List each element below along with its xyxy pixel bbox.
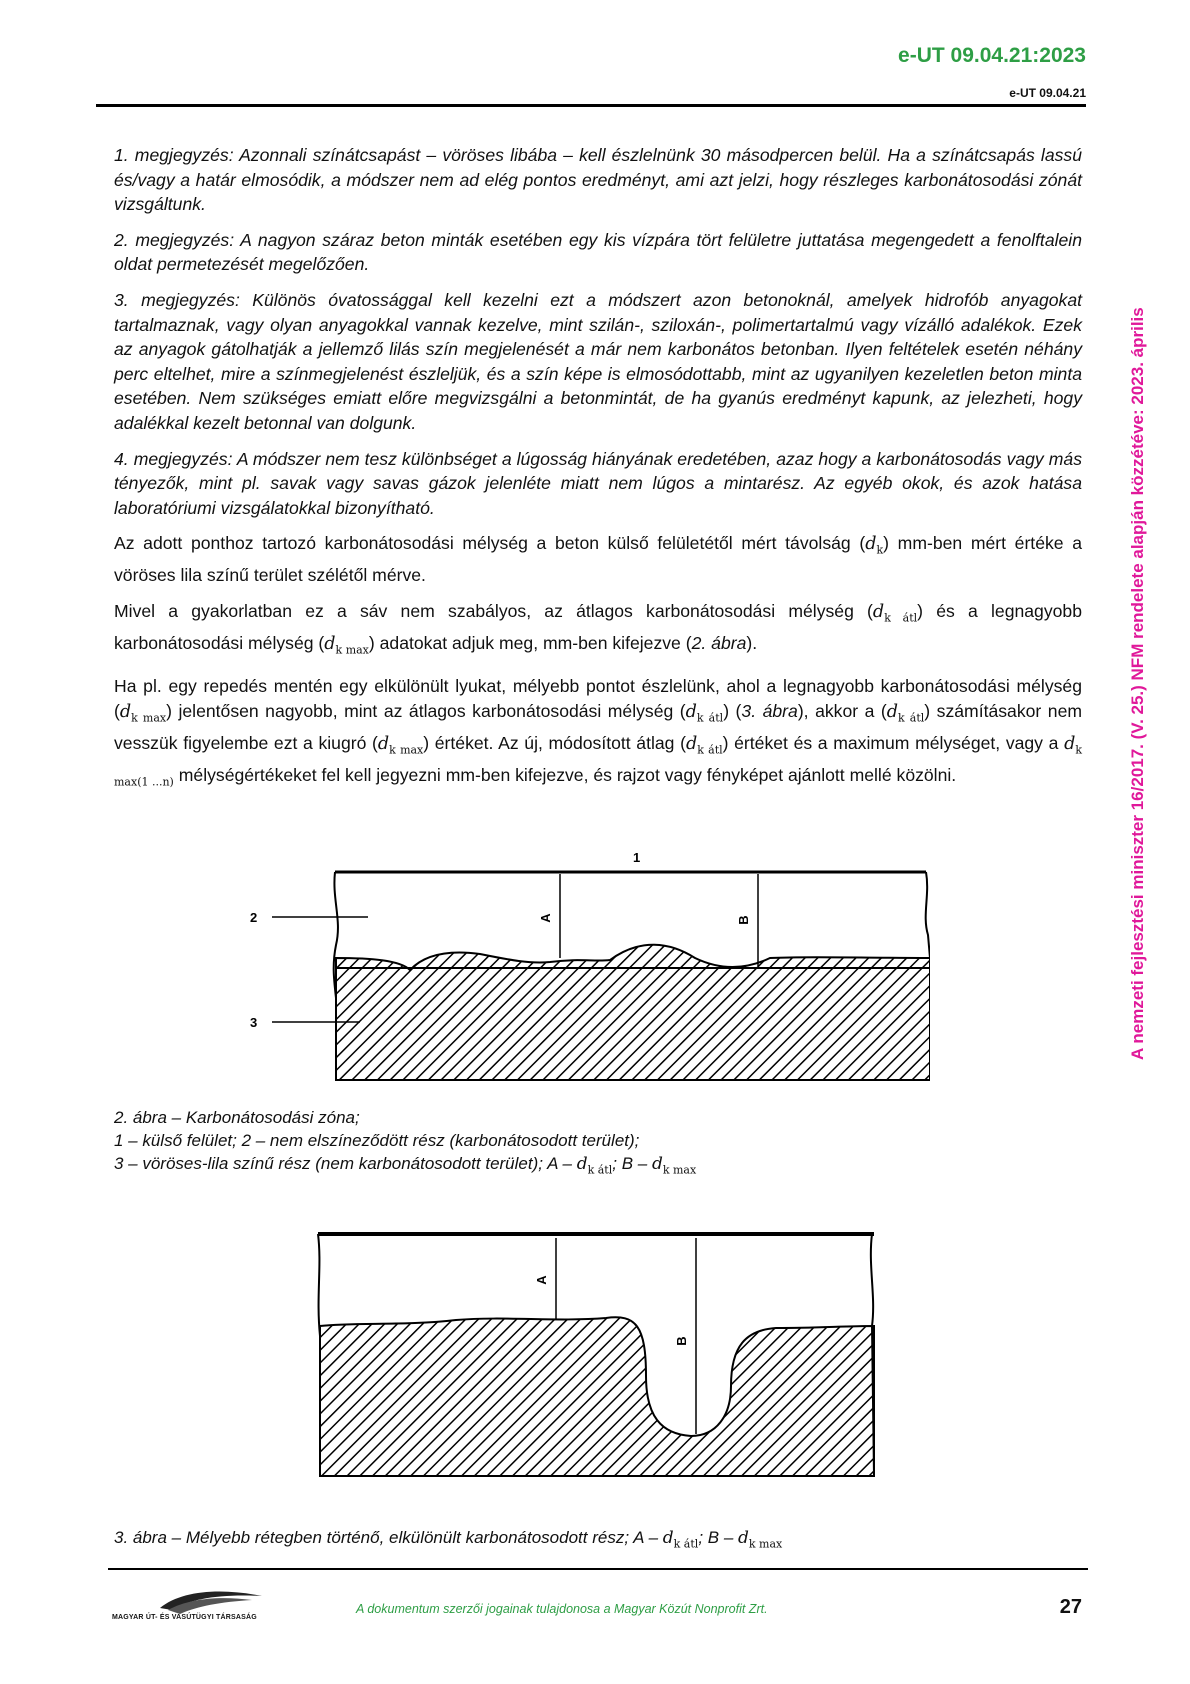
copyright-notice: A dokumentum szerzői jogainak tulajdonosa a Magyar Közút Nonprofit Zrt. (356, 1602, 768, 1616)
note-3: 3. megjegyzés: Különös óvatossággal kell kezelni ezt a módszert azon betonoknál, amelyek hidrofób anyagokat tartalmaznak, vagy olyan anyagokkal vannak kezelve, mint szilán-, sziloxán-, polimertartalmú vagy vízálló adalékok. Ezek az anyagok gátolhatják a jellemző lilás szín megjelenését a már nem karbonátos betonban. Ilyen feltételek esetén néhány perc eltelhet, mire a színmegjelenést észleljük, és a szín képe is elmosódottabb, mint az ugyanilyen kezeletlen beton minta esetében. Nem szükséges emiatt előre megvizsgálni a betonmintát, de ha gyanús eredményt kapunk, az jelezheti, hogy adalékkal kezelt betonnal van dolgunk. (114, 289, 1082, 433)
society-logo-text: MAGYAR ÚT- ÉS VASÚTÜGYI TÁRSASÁG (112, 1614, 257, 1621)
figure-3-caption: 3. ábra – Mélyebb rétegben történő, elkülönült karbonátosodott rész; A – $d_{k átl}$; B – $d_{k max}$ (114, 1528, 783, 1551)
paragraph-outlier: Ha pl. egy repedés mentén egy elkülönült lyukat, mélyebb pontot észlelünk, ahol a legnagyobb karbonátosodási mélység $(d_{k max})$ jelentősen nagyobb, mint az átlagos karbonátosodási mélység $(d_{k átl})$ (3. ábra), akkor a $(d_{k átl})$ számításakor nem vesszük figyelembe ezt a kiugró $(d_{k max})$ értéket. Az új, módosított átlag $(d_{k átl})$ értéket és a maximum mélységet, vagy a $d_{k max(1 ...n)}$ mélységértékeket fel kell jegyezni mm-ben kifejezve, és rajzot vagy fényképet ajánlott mellé közölni. (114, 676, 1083, 789)
document-subcode: e-UT 09.04.21 (1009, 86, 1086, 100)
note-1: 1. megjegyzés: Azonnali színátcsapást – vöröses libába – kell észlelnünk 30 másodpercen belül. Ha a színátcsapás lassú és/vagy a határ elmosódik, a módszer nem ad elég pontos eredményt, ami azt jelzi, hogy részleges karbonátosodási zónát vizsgáltunk. (114, 145, 1082, 215)
fig2-hatched-zone (336, 945, 930, 1080)
figure-2-carbonation-zone (250, 850, 930, 1095)
figure-2-caption: 2. ábra – Karbonátosodási zóna; 1 – külső felület; 2 – nem elszíneződött rész (karbonátosodott terület); 3 – vöröses-lila színű rész (nem karbonátosodott terület); A – $d_{k átl}$; B – $d_{k max}$ (114, 1108, 697, 1177)
publication-side-note: A nemzeti fejlesztési miniszter 16/2017. (V. 25.) NFM rendelete alapján közzétéve: 2023. április (1128, 307, 1147, 1060)
document-code: e-UT 09.04.21:2023 (898, 44, 1086, 67)
paragraph-average-max: Mivel a gyakorlatban ez a sáv nem szabályos, az átlagos karbonátosodási mélység $(d_{k átl})$ és a legnagyobb karbonátosodási mélység $(d_{k max})$ adatokat adjuk meg, mm-ben kifejezve (2. ábra). (114, 601, 1082, 657)
header-rule (96, 104, 1086, 107)
fig2-label-1: 1 (633, 850, 641, 865)
fig2-label-3: 3 (250, 1015, 258, 1030)
fig2-label-2: 2 (250, 910, 258, 925)
fig2-label-A: A (538, 913, 553, 923)
note-2: 2. megjegyzés: A nagyon száraz beton minták esetében egy kis vízpára tört felületre juttatása megengedett a fenolftalein oldat permetezését megelőzően. (114, 229, 1082, 275)
page-number: 27 (1059, 1596, 1082, 1618)
footer-rule (108, 1568, 1088, 1570)
note-4: 4. megjegyzés: A módszer nem tesz különbséget a lúgosság hiányának eredetében, azaz hogy a karbonátosodás vagy más tényezők, mint pl. savak vagy savas gázok jelenléte miatt nem lúgos a mintarész. Az egyéb okok, és azok hatása laboratóriumi vizsgálatokkal bizonyítható. (114, 448, 1082, 518)
fig3-hatched-zone (320, 1317, 874, 1476)
paragraph-depth-definition: Az adott ponthoz tartozó karbonátosodási mélység a beton külső felületétől mért távolság $(d_k)$ mm-ben mért értéke a vöröses lila színű terület szélétől mérve. (114, 533, 1082, 586)
figure-3-deep-carbonation (316, 1226, 876, 1481)
main-text (114, 143, 1082, 806)
fig2-label-B: B (736, 915, 751, 925)
fig3-label-B: B (674, 1336, 689, 1346)
fig3-label-A: A (534, 1275, 549, 1285)
